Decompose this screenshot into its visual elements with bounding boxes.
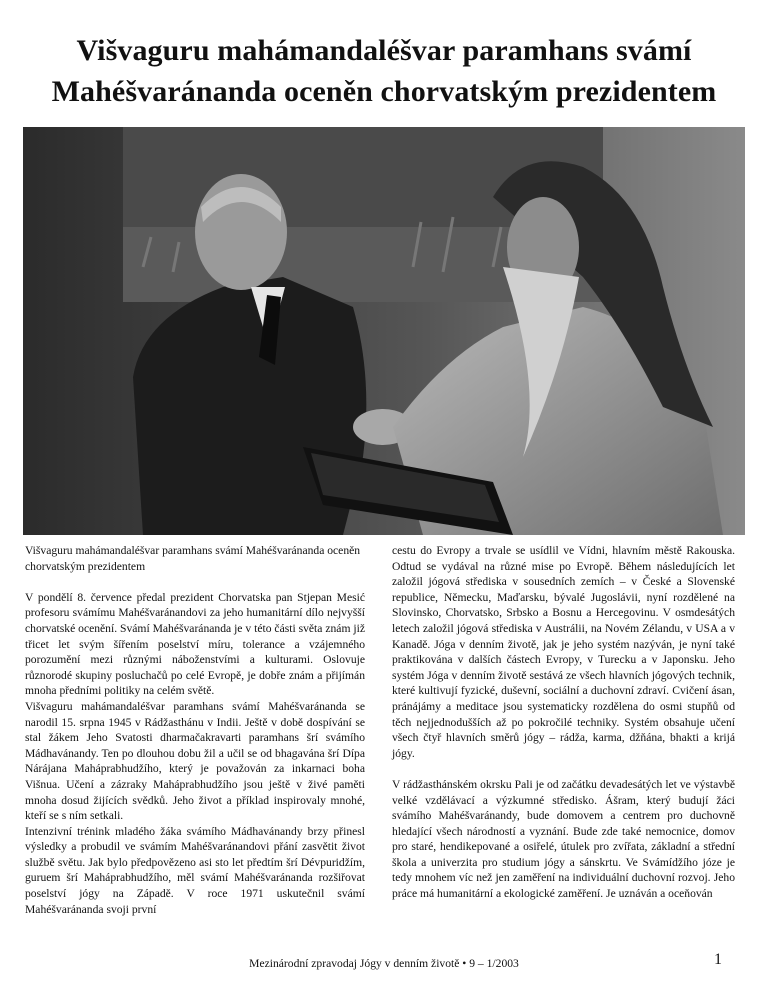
page-footer: Mezinárodní zpravodaj Jógy v denním životě • 9 – 1/2003 xyxy=(249,957,519,970)
paragraph-left-1: V pondělí 8. července předal prezident Chorvatska pan Stjepan Mesić profesoru svámímu Mahéšvaránandovi za jeho humanitární dílo nejvyšší chorvatské ocenění. Svámí Mahéšvaránanda je v této části světa znám již třicet let svým šířením poselství míru, tolerance a vzájemného porozumění mezi různými náboženstvími a kulturami. Oslovuje různorodé skupiny posluchačů po celé Evropě, je dobře znám a přijímán mnoha předními politiky na celém světě. xyxy=(25,590,365,698)
left-column xyxy=(25,543,365,917)
page-number: 1 xyxy=(714,951,722,968)
photo-caption: Višvaguru mahámandaléšvar paramhans svámí Mahéšvaránanda oceněn chorvatským prezidentem xyxy=(25,544,361,573)
paragraph-right-1: cestu do Evropy a trvale se usídlil ve Vídni, hlavním městě Rakouska. Odtud se vydával na různé mise po Evropě. Během následujících let založil jógová střediska v sousedních zemích – v České a Slovenské republice, Německu, Maďarsku, bývalé Jugoslávii, nyní rozdělené na Slovinsko, Chorvatsko, Srbsko a Bosnu a Hercegovinu. V osmdesátých letech založil jógová střediska v Austrálii, na Novém Zélandu, v USA a v Kanadě. Jóga v denním životě, jak je jeho systém nazýván, je nyní také praktikována v dalších částech Evropy, v Turecku a v Japonsku. Jeho systém Jóga v denním životě sestává ze všech hlavních jógových technik, které kultivují fyzické, duševní, sociální a duchovní zdraví. Cvičení ásan, pránájámy a meditace jsou systematicky rozdělena do osmi stupňů od těch nejjednodušších až po pokročilé techniky. Systém obsahuje učení všech čtyř hlavních směrů jógy – rádža, karma, džňána, bhakti a krijá jógy. xyxy=(392,544,735,760)
right-column xyxy=(392,543,735,902)
paragraph-left-2: Višvaguru mahámandaléšvar paramhans svámí Mahéšvaránanda se narodil 15. srpna 1945 v Rádžasthánu v Indii. Ještě v době dospívání se stal žákem Jeho Svatosti dharmačakravarti paramhans šrí svámího Mádhavánandy. Ten po dlouhou dobu žil a učil se od bhagavána šrí Dípa Nárájana Maháprabhudžího, který je považován za inkarnaci boha Višnua. Učení a zázraky Maháprabhudžího jsou ještě v živé paměti mnoha dosud žijících svědků. Jeho život a příklad inspirovaly mnohé, kteří se s ním setkali. xyxy=(25,699,365,823)
paragraph-left-3: Intenzivní trénink mladého žáka svámího Mádhavánandy brzy přinesl výsledky a probudil ve svámím Mahéšvaránandovi přání zasvětit život službě světu. Jak bylo předpovězeno asi sto let předtím šrí Dévpuridžím, guruem šrí Maháprabhudžího, měl svámí Mahéšvaránanda rozšiřovat poselství jógy na Západě. V roce 1971 uskutečnil svámí Mahéšvaránanda svoji první xyxy=(25,824,365,916)
title-line-1: Višvaguru mahámandaléšvar paramhans svámí xyxy=(76,34,692,67)
title-line-2: Mahéšvaránanda oceněn chorvatským prezidentem xyxy=(51,75,717,108)
handshake-photo xyxy=(23,127,745,535)
article-title xyxy=(24,30,744,112)
paragraph-right-2: V rádžasthánském okrsku Pali je od začátku devadesátých let ve výstavbě velké vzdělávací a výzkumné středisko. Ášram, který budují žáci svámího Mahéšvaránandy, bude domovem a centrem pro duchovně hledající všech národností a vyznání. Bude zde také nemocnice, domov pro staré, hendikepované a osiřelé, útulek pro zvířata, základní a střední škola a univerzita pro studium jógy a sánskrtu. Ve Svámídžího józe je tedy mnohem víc než jen zaměření na individuální duchovní rozvoj. Jeho práce má humanitární a ekologické zaměření. Je uznáván a oceňován xyxy=(392,777,735,901)
